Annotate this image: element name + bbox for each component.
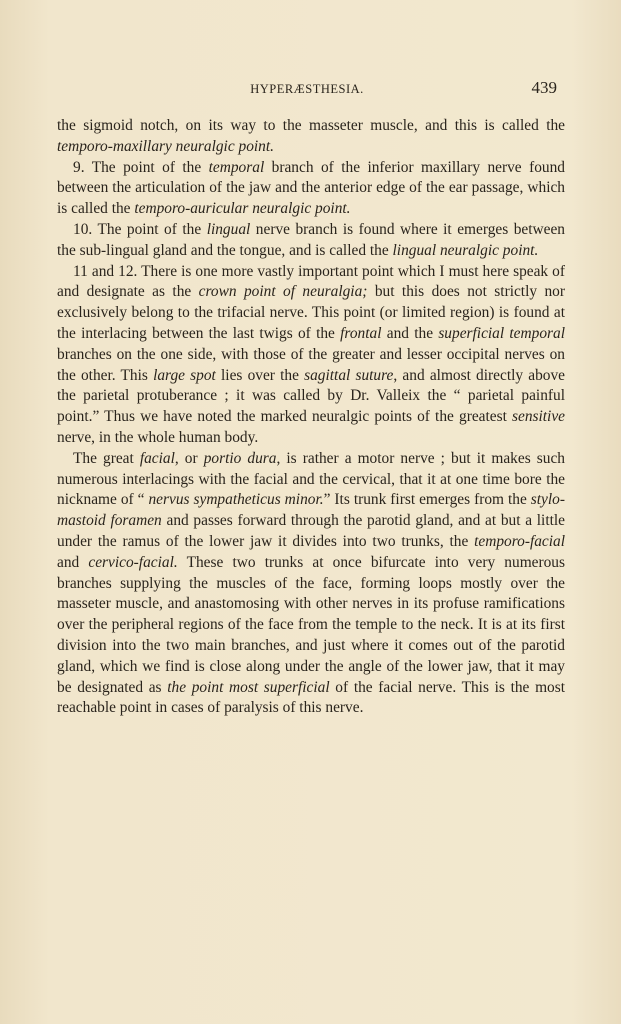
italic-term: sagittal suture	[304, 366, 394, 384]
text-run: , is rather a motor nerve ; but it makes such numerous interlacings with the facial and the cervical, that it at one time bore the nickname of “	[57, 449, 565, 509]
text-run: and	[57, 553, 89, 571]
italic-term: frontal	[340, 324, 382, 342]
text-run: 10. The point of the	[73, 220, 207, 238]
paragraph-p-continuation	[57, 116, 565, 158]
text-run: 11 and 12. There is one more vastly important point which I must here speak of and designate as the	[57, 262, 565, 301]
paragraph-p-10	[57, 220, 565, 262]
italic-term: sensitive	[512, 408, 565, 426]
text-run: and passes forward through the parotid gland, and at but a little under the ramus of the lower jaw it divides into two trunks, the	[57, 512, 565, 550]
text-run: , and almost directly above the parietal protuberance ; it was called by Dr. Valleix the “ parietal painful point.” Thus we have noted the marked neuralgic points of the greatest	[57, 366, 565, 426]
italic-term: lingual neuralgic point.	[392, 241, 539, 259]
text-run: branch of the inferior maxillary nerve found between the articulation of the jaw and the anterior edge of the ear passage, which is called the	[57, 158, 565, 218]
italic-term: stylo-mastoid foramen	[57, 491, 565, 530]
text-run: The great	[73, 449, 140, 467]
text-run: lies over the	[215, 366, 305, 384]
italic-term: temporal	[208, 158, 265, 176]
text-run: of the facial nerve. This is the most reachable point in cases of paralysis of this nerve.	[57, 678, 565, 717]
page-number: 439	[531, 78, 557, 97]
text-run: and the	[381, 324, 439, 342]
italic-term: temporo-maxillary neuralgic point.	[57, 137, 275, 155]
text-run: , or	[174, 449, 204, 467]
text-run: but this does not strictly nor exclusively belong to the trifacial nerve. This point (or limited region) is found at the interlacing between the last twigs of the	[57, 283, 565, 342]
text-run: nerve, in the whole human body.	[57, 428, 259, 446]
italic-term: facial	[139, 449, 175, 467]
text-run: 9. The point of the	[73, 158, 209, 176]
italic-term: nervus sympatheticus minor.	[148, 491, 324, 509]
text-run: the sigmoid notch, on its way to the masseter muscle, and this is called the	[57, 117, 565, 134]
italic-term: crown point of neuralgia;	[198, 283, 368, 301]
italic-term: lingual	[206, 220, 251, 238]
paragraph-p-facial	[57, 449, 565, 719]
running-title: HYPERÆSTHESIA.	[250, 82, 364, 96]
text-run: ” Its trunk first emerges from the	[323, 491, 531, 509]
italic-term: the point most superficial	[167, 678, 330, 696]
paragraph-p-9	[57, 158, 565, 220]
italic-term: temporo-facial	[474, 532, 565, 550]
text-run: These two trunks at once bifurcate into very numerous branches supplying the muscles of the face, forming loops mostly over the masseter muscle, and anastomosing with other nerves in its profuse ramifications over the peripheral regions of the face from the temple to the neck. It is at its first division into the two main branches, and just where it comes out of the parotid gland, which we find is close along under the angle of the lower jaw, that it may be designated as	[57, 553, 565, 696]
italic-term: large spot	[153, 366, 216, 384]
italic-term: cervico-facial.	[88, 553, 178, 571]
page-header	[57, 78, 557, 102]
italic-term: superficial temporal	[438, 324, 565, 342]
italic-term: portio dura	[203, 449, 277, 467]
text-run: nerve branch is found where it emerges between the sub-lingual gland and the tongue, and is called the	[57, 220, 565, 259]
text-run: branches on the one side, with those of the greater and lesser occipital nerves on the other. This	[57, 345, 565, 384]
body-text	[57, 116, 565, 719]
paragraph-p-11-12	[57, 262, 565, 449]
italic-term: temporo-auricular neuralgic point.	[134, 200, 351, 218]
